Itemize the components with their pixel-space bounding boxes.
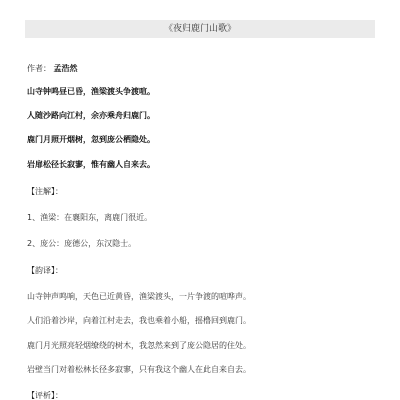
translation-line: 鹿门月光照亮轻烟缭绕的树木，我忽然来到了庞公隐居的住处。 — [27, 341, 251, 350]
poem-title-bar — [25, 20, 375, 38]
note-item: 1、渔梁：在襄阳东，离鹿门很近。 — [27, 213, 153, 222]
notes-header: 【注解】： — [27, 187, 63, 196]
note-item: 2、庞公：庞德公，东汉隐士。 — [27, 239, 137, 248]
poem-line: 山寺钟鸣昼已昏，渔梁渡头争渡喧。 — [27, 87, 155, 96]
author-line — [27, 63, 78, 74]
poem-line: 人随沙路向江村，余亦乘舟归鹿门。 — [27, 111, 155, 120]
poem-line: 岩扉松径长寂寥，惟有幽人自来去。 — [27, 160, 155, 169]
translation-line: 岩壁当门对着松林长径多寂寥，只有我这个幽人在此自来自去。 — [27, 365, 251, 374]
poem-line: 鹿门月照开烟树，忽到庞公栖隐处。 — [27, 135, 155, 144]
author-name: 孟浩然 — [53, 64, 78, 73]
translation-line: 山寺钟声鸣响，天色已近黄昏，渔梁渡头，一片争渡的喧哗声。 — [27, 292, 251, 301]
comment-header: 【评析】： — [27, 391, 63, 400]
translation-line: 人们沿着沙岸，向着江村走去，我也乘着小船，摇橹回到鹿门。 — [27, 316, 251, 325]
author-label: 作者： — [27, 64, 51, 73]
poem-title: 《夜归鹿门山歌》 — [163, 24, 236, 34]
translation-header: 【韵译】： — [27, 266, 63, 275]
